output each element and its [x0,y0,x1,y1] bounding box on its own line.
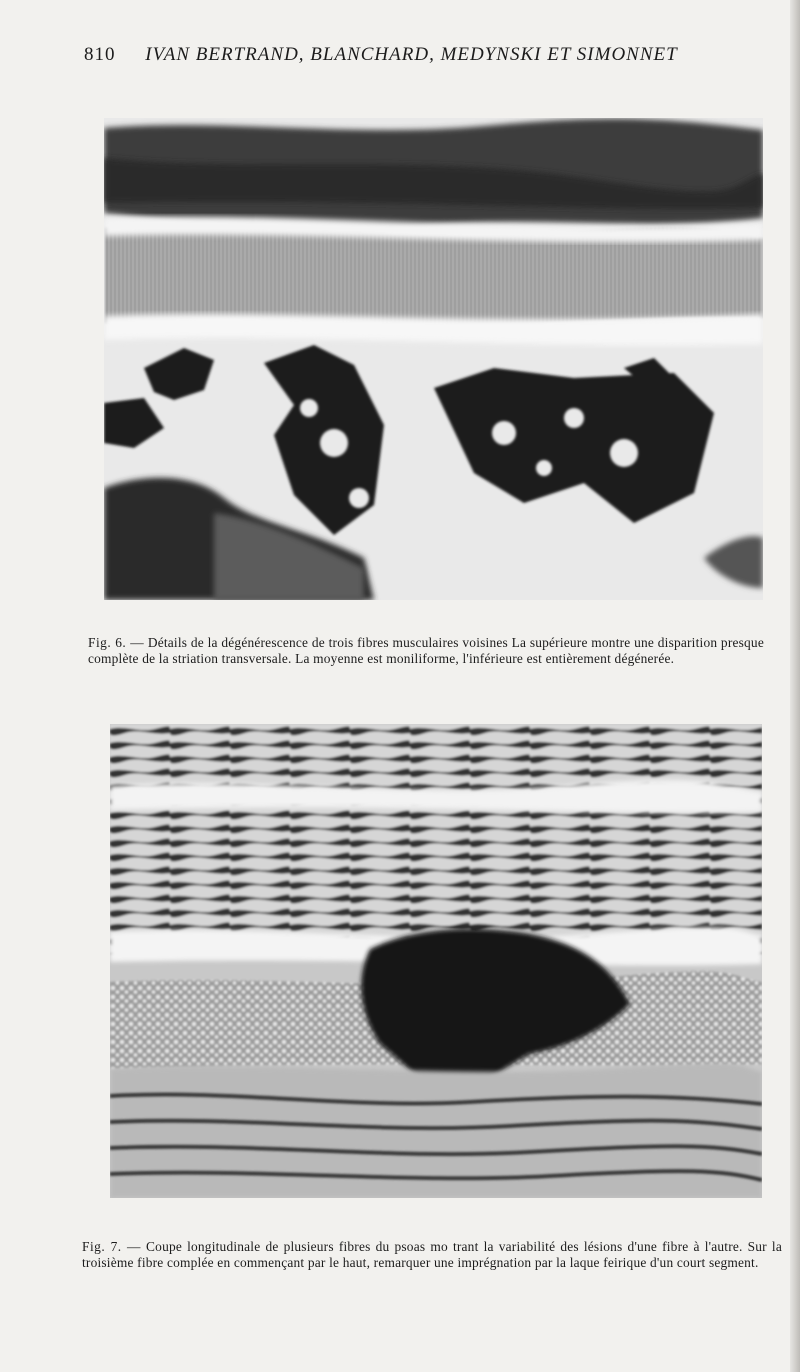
figure-7-caption-text: Coupe longitudinale de plusieurs fibres du psoas mo trant la variabilité des lésions d'une fibre à l'autre. Sur la troisième fibre complée en commençant par le haut, remarquer une imprégnation par la laque feirique d'un court segment. [82,1239,782,1271]
figure-7-caption [82,1239,782,1271]
figure-7-label: Fig. 7. — [82,1239,141,1255]
figure-6-micrograph [104,118,763,600]
page-number: 810 [84,44,116,65]
figure-6-caption [88,635,764,667]
figure-6-label: Fig. 6. — [88,635,145,651]
running-head [84,44,764,70]
running-head-authors: IVAN BERTRAND, BLANCHARD, MEDYNSKI ET SIMONNET [145,44,678,65]
figure-6-caption-text: Détails de la dégénérescence de trois fibres musculaires voisines La supérieure montre une disparition presque complète de la striation transversale. La moyenne est moniliforme, l'inférieure est entièrement dégénerée. [88,635,764,667]
page-edge [790,0,800,1372]
figure-7-micrograph [110,724,762,1198]
